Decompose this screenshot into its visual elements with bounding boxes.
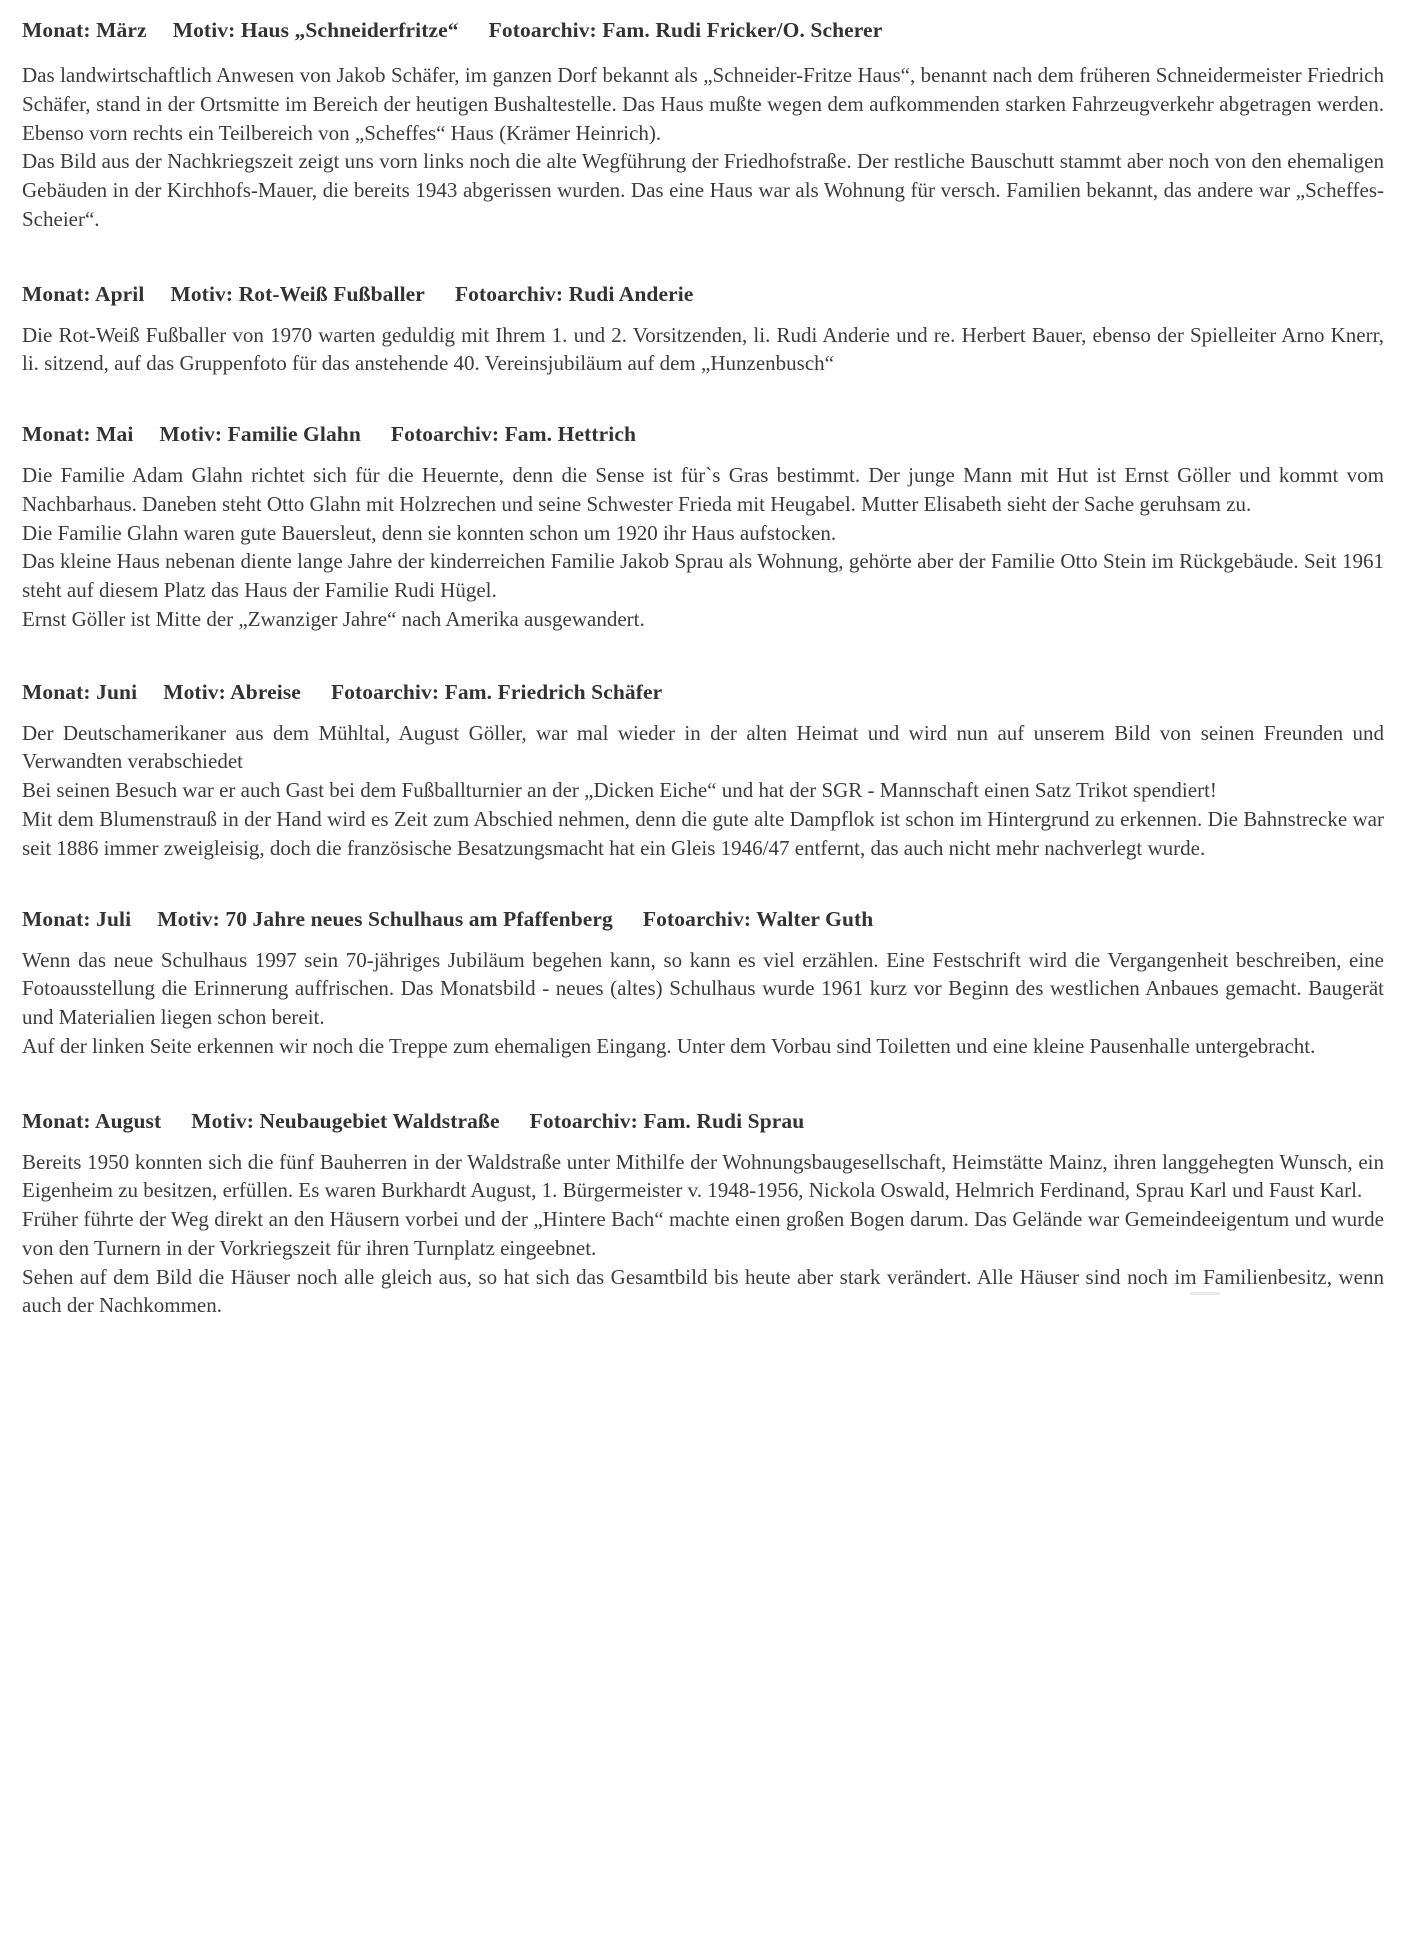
motif-label: Motiv: Abreise: [163, 679, 301, 704]
entry-august: [22, 1109, 1384, 1321]
paragraph: Die Familie Adam Glahn richtet sich für die Heuernte, denn die Sense ist für`s Gras bestimmt. Der junge Mann mit Hut ist Ernst Göller und kommt vom Nachbarhaus. Daneben steht Otto Glahn mit Holzrechen und seine Schwester Frieda mit Heugabel. Mutter Elisabeth sieht der Sache geruhsam zu.: [22, 463, 1384, 516]
month-label: Monat: März: [22, 18, 147, 42]
section-gap: [22, 1079, 1384, 1109]
motif-label: Motiv: 70 Jahre neues Schulhaus am Pfaffenberg: [157, 906, 613, 931]
paragraph: Der Deutschamerikaner aus dem Mühltal, August Göller, war mal wieder in der alten Heimat und wird nun auf unserem Bild von seinen Freunden und Verwandten verabschiedet: [22, 720, 1384, 774]
entry-header: [22, 907, 1384, 932]
archive-label: Fotoarchiv: Fam. Rudi Fricker/O. Scherer: [488, 18, 883, 42]
entry-body: [22, 61, 1384, 234]
paragraph: Die Familie Glahn waren gute Bauersleut, denn sie konnten schon um 1920 ihr Haus aufstocken.: [22, 520, 837, 545]
entry-body: [22, 1148, 1384, 1321]
entry-juli: [22, 907, 1384, 1061]
archive-label: Fotoarchiv: Fam. Rudi Sprau: [529, 1108, 805, 1133]
paragraph: Mit dem Blumenstrauß in der Hand wird es Zeit zum Abschied nehmen, denn die gute alte Dampflok ist schon im Hintergrund zu erkennen. Die Bahnstrecke war seit 1886 immer zweigleisig, doch die französische Besatzungsmacht hat ein Gleis 1946/47 entfernt, das auch nicht mehr nachverlegt wurde.: [22, 807, 1384, 860]
paragraph: Bei seinen Besuch war er auch Gast bei dem Fußballturnier an der „Dicken Eiche“ und hat der SGR - Mannschaft einen Satz Trikot spendiert!: [22, 778, 1217, 803]
entry-body: [22, 719, 1384, 863]
month-label: Monat: Juli: [22, 906, 132, 931]
paragraph: Die Rot-Weiß Fußballer von 1970 warten geduldig mit Ihrem 1. und 2. Vorsitzenden, li. Rudi Anderie und re. Herbert Bauer, ebenso der Spielleiter Arno Knerr, li. sitzend, auf das Gruppenfoto für das anstehende 40. Vereinsjubiläum auf dem „Hunzenbusch“: [22, 322, 1384, 376]
motif-label: Motiv: Rot-Weiß Fußballer: [170, 281, 425, 306]
paragraph: Wenn das neue Schulhaus 1997 sein 70-jähriges Jubiläum begehen kann, so kann es viel erzählen. Eine Festschrift wird die Vergangenheit beschreiben, eine Fotoausstellung die Erinnerung auffrischen. Das Monatsbild - neues (altes) Schulhaus wurde 1961 kurz vor Beginn des westlichen Anbaues gemacht. Baugerät und Materialien liegen schon bereit.: [22, 947, 1384, 1030]
entry-juni: [22, 680, 1384, 863]
paragraph: Früher führte der Weg direkt an den Häusern vorbei und der „Hintere Bach“ machte einen großen Bogen darum. Das Gelände war Gemeindeeigentum und wurde von den Turnern in der Vorkriegszeit für ihren Turnplatz eingeebnet.: [22, 1207, 1384, 1260]
entry-april: [22, 282, 1384, 379]
month-label: Monat: August: [22, 1108, 162, 1133]
entry-body: [22, 461, 1384, 634]
paragraph: Das kleine Haus nebenan diente lange Jahre der kinderreichen Familie Jakob Sprau als Wohnung, gehörte aber der Familie Otto Stein im Rückgebäude. Seit 1961 steht auf diesem Platz das Haus der Familie Rudi Hügel.: [22, 549, 1384, 603]
entry-body: [22, 946, 1384, 1061]
paragraph: Ernst Göller ist Mitte der „Zwanziger Jahre“ nach Amerika ausgewandert.: [22, 606, 645, 631]
month-label: Monat: Mai: [22, 422, 134, 447]
paragraph: Das landwirtschaftlich Anwesen von Jakob Schäfer, im ganzen Dorf bekannt als „Schneider-Fritze Haus“, benannt nach dem früheren Schneidermeister Friedrich Schäfer, stand in der Ortsmitte im Bereich der heutigen Bushaltestelle. Das Haus mußte wegen dem aufkommenden starken Fahrzeugverkehr abgetragen werden. Ebenso vorn rechts ein Teilbereich von „Scheffes“ Haus (Krämer Heinrich).: [22, 63, 1384, 145]
entry-body: [22, 321, 1384, 379]
archive-label: Fotoarchiv: Walter Guth: [642, 906, 874, 931]
entry-header: [22, 282, 1384, 307]
section-gap: [22, 881, 1384, 907]
entry-header: [22, 1109, 1384, 1134]
scan-artifact: [1190, 1292, 1220, 1295]
month-label: Monat: Juni: [22, 679, 138, 704]
motif-label: Motiv: Familie Glahn: [159, 422, 361, 447]
section-gap: [22, 396, 1384, 422]
paragraph: Das Bild aus der Nachkriegszeit zeigt uns vorn links noch die alte Wegführung der Friedhofstraße. Der restliche Bauschutt stammt aber noch von den ehemaligen Gebäuden in der Kirchhofs-Mauer, die bereits 1943 abgerissen wurden. Das eine Haus war als Wohnung für versch. Familien bekannt, das andere war „Scheffes-Scheier“.: [22, 149, 1384, 231]
paragraph: Auf der linken Seite erkennen wir noch die Treppe zum ehemaligen Eingang. Unter dem Vorbau sind Toiletten und eine kleine Pausenhalle untergebracht.: [22, 1033, 1316, 1058]
motif-label: Motiv: Neubaugebiet Waldstraße: [191, 1108, 500, 1133]
motif-label: Motiv: Haus „Schneiderfritze“: [172, 18, 459, 42]
entry-mai: [22, 422, 1384, 634]
entry-maerz: [22, 18, 1384, 234]
archive-label: Fotoarchiv: Rudi Anderie: [454, 281, 694, 306]
paragraph: Bereits 1950 konnten sich die fünf Bauherren in der Waldstraße unter Mithilfe der Wohnungsbaugesellschaft, Heimstätte Mainz, ihren langgehegten Wunsch, ein Eigenheim zu besitzen, erfüllen. Es waren Burkhardt August, 1. Bürgermeister v. 1948-1956, Nickola Oswald, Helmrich Ferdinand, Sprau Karl und Faust Karl.: [22, 1149, 1384, 1203]
section-gap: [22, 252, 1384, 282]
month-label: Monat: April: [22, 281, 145, 306]
entry-header: [22, 18, 1384, 43]
entry-header: [22, 422, 1384, 447]
archive-label: Fotoarchiv: Fam. Friedrich Schäfer: [330, 679, 663, 704]
entry-header: [22, 680, 1384, 705]
archive-label: Fotoarchiv: Fam. Hettrich: [390, 422, 637, 447]
paragraph: Sehen auf dem Bild die Häuser noch alle gleich aus, so hat sich das Gesamtbild bis heute aber stark verändert. Alle Häuser sind noch im Familienbesitz, wenn auch der Nachkommen.: [22, 1264, 1384, 1318]
section-gap: [22, 652, 1384, 680]
